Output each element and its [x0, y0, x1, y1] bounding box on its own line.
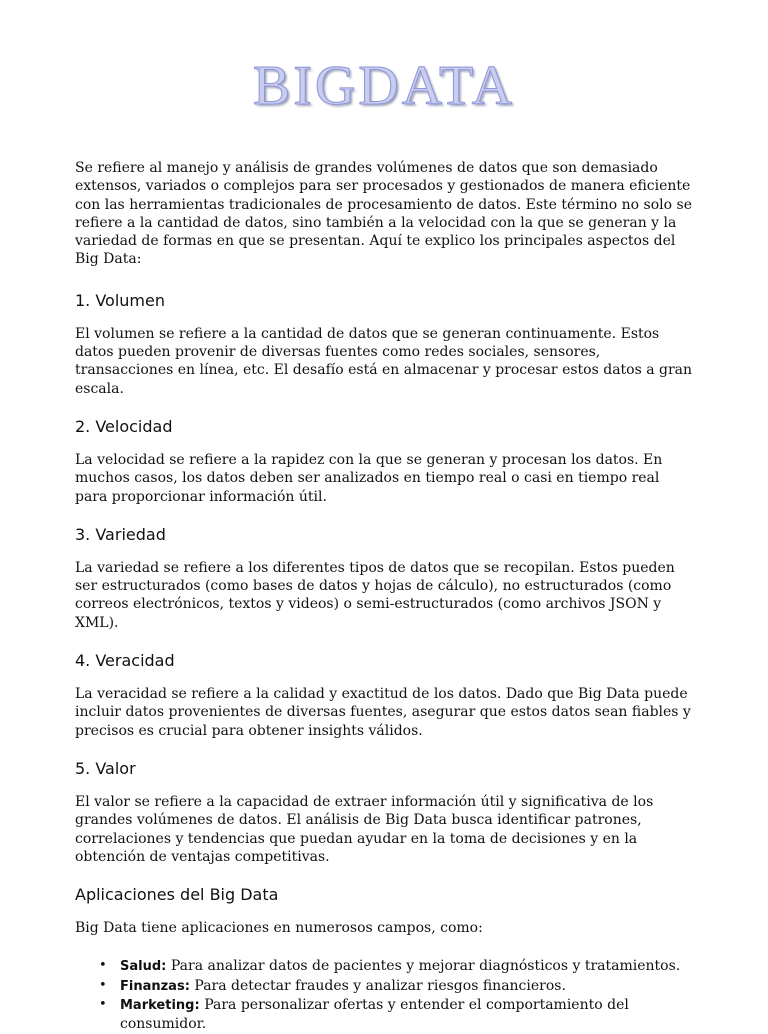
applications-list [75, 957, 695, 1033]
section-variedad [75, 525, 695, 632]
list-item-term: Marketing: [120, 998, 205, 1014]
document-body [75, 159, 695, 1034]
list-item-text: Para analizar datos de pacientes y mejorar diagnósticos y tratamientos. [170, 958, 681, 975]
section-heading: Aplicaciones del Big Data [75, 885, 279, 905]
section-valor [75, 759, 695, 866]
list-item [99, 996, 695, 1034]
list-item-text: Para detectar fraudes y analizar riesgos financieros. [194, 977, 566, 994]
intro-paragraph: Se refiere al manejo y análisis de grandes volúmenes de datos que son demasiado extensos, variados o complejos para ser procesados y gestionados de manera eficiente con las herramientas tradicionales de procesamiento de datos. Este término no solo se refiere a la cantidad de datos, sino también a la velocidad con la que se generan y la variedad de formas en que se presentan. Aquí te explico los principales aspectos del Big Data: [75, 160, 692, 268]
section-text: La variedad se refiere a los diferentes tipos de datos que se recopilan. Estos pueden ser estructurados (como bases de datos y hojas de cálculo), no estructurados (como correos electrónicos, textos y videos) o semi-estructurados (como archivos JSON y XML). [75, 559, 675, 631]
section-text: La velocidad se refiere a la rapidez con la que se generan y procesan los datos. En muchos casos, los datos deben ser analizados en tiempo real o casi en tiempo real para proporcionar información útil. [75, 451, 663, 505]
section-heading: 5. Valor [75, 758, 136, 778]
list-item-text: Para personalizar ofertas y entender el comportamiento del consumidor. [120, 997, 629, 1033]
document-title: BIGDATA [252, 55, 516, 117]
section-volumen [75, 291, 695, 398]
section-velocidad [75, 417, 695, 506]
section-heading: 4. Veracidad [75, 651, 175, 671]
section-heading: 3. Variedad [75, 524, 166, 544]
list-item-term: Salud: [120, 959, 171, 975]
list-item-term: Finanzas: [120, 978, 195, 994]
section-text: La veracidad se refiere a la calidad y exactitud de los datos. Dado que Big Data puede incluir datos provenientes de diversas fuentes, asegurar que estos datos sean fiables y precisos es crucial para obtener insights válidos. [75, 686, 691, 739]
list-item [99, 957, 695, 976]
section-veracidad [75, 651, 695, 740]
section-text: El valor se refiere a la capacidad de extraer información útil y significativa de los grandes volúmenes de datos. El análisis de Big Data busca identificar patrones, correlaciones y tendencias que puedan ayudar en la toma de decisiones y en la obtención de ventajas competitivas. [75, 793, 654, 865]
section-aplicaciones [75, 885, 695, 1033]
bullet-icon: • [99, 958, 107, 974]
section-heading: 2. Velocidad [75, 416, 173, 436]
section-text: El volumen se refiere a la cantidad de datos que se generan continuamente. Estos datos pueden provenir de diversas fuentes como redes sociales, sensores, transacciones en línea, etc. El desafío está en almacenar y procesar estos datos a gran escala. [75, 325, 693, 397]
list-item [99, 977, 695, 996]
applications-intro: Big Data tiene aplicaciones en numerosos campos, como: [75, 920, 483, 937]
bullet-icon: • [99, 997, 107, 1013]
bullet-icon: • [99, 977, 107, 993]
section-heading: 1. Volumen [75, 290, 165, 310]
